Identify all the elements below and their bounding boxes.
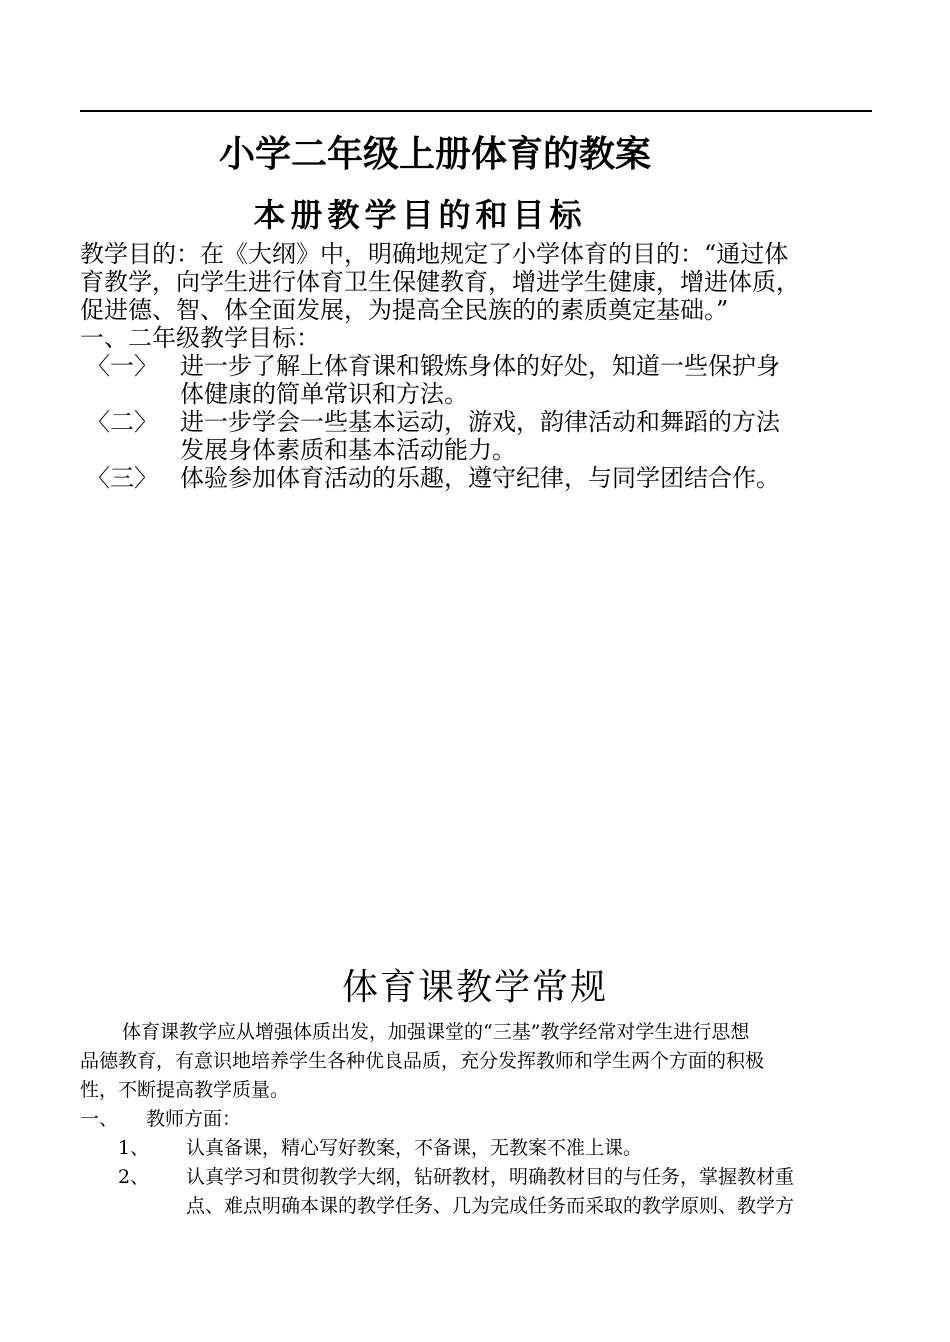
goal-text: 体验参加体育活动的乐趣，遵守纪律，与同学团结合作。 bbox=[180, 464, 780, 492]
goal-number: 〈三〉 bbox=[86, 464, 158, 492]
goals-heading: 一、二年级教学目标： bbox=[80, 324, 320, 352]
goal-text: 体健康的简单常识和方法。 bbox=[180, 380, 468, 408]
header-rule bbox=[80, 110, 872, 112]
goal-item-continued bbox=[80, 436, 880, 464]
document-title: 小学二年级上册体育的教案 bbox=[218, 134, 651, 175]
rule-item-continued bbox=[80, 1192, 880, 1221]
goal-item bbox=[80, 464, 880, 492]
purpose-line: 促进德、智、体全面发展，为提高全民族的的素质奠定基础。” bbox=[80, 296, 729, 324]
rule-text: 点、难点明确本课的教学任务、几为完成任务而采取的教学原则、教学方 bbox=[186, 1195, 795, 1217]
goal-text: 进一步学会一些基本运动，游戏，韵律活动和舞蹈的方法 bbox=[180, 408, 780, 436]
intro-line: 体育课教学应从增强体质出发，加强课堂的“三基”教学经常对学生进行思想 bbox=[122, 1021, 750, 1043]
purpose-line: 育教学，向学生进行体育卫生保健教育，增进学生健康，增进体质， bbox=[80, 268, 800, 296]
goal-text: 进一步了解上体育课和锻炼身体的好处，知道一些保护身 bbox=[180, 352, 780, 380]
intro-line: 性，不断提高教学质量。 bbox=[80, 1079, 290, 1101]
goal-item bbox=[80, 408, 880, 436]
rule-number: 1、 bbox=[118, 1137, 150, 1159]
intro-line: 品德教育，有意识地培养学生各种优良品质，充分发挥教师和学生两个方面的积极 bbox=[80, 1050, 765, 1072]
rule-item bbox=[80, 1163, 880, 1192]
part-number: 一、 bbox=[80, 1108, 119, 1130]
document-subtitle: 本册教学目的和目标 bbox=[253, 196, 587, 234]
routine-section bbox=[80, 1018, 880, 1221]
rule-text: 认真学习和贯彻教学大纲，钻研教材，明确教材目的与任务，掌握教材重 bbox=[186, 1166, 795, 1188]
part-label: 教师方面： bbox=[146, 1108, 242, 1130]
goal-item-continued bbox=[80, 380, 880, 408]
goal-item bbox=[80, 352, 880, 380]
rule-number: 2、 bbox=[118, 1166, 150, 1188]
section-title: 体育课教学常规 bbox=[341, 967, 608, 1008]
goal-text: 发展身体素质和基本活动能力。 bbox=[180, 436, 516, 464]
rule-item bbox=[80, 1134, 880, 1163]
objectives-section bbox=[80, 240, 880, 492]
rule-text: 认真备课，精心写好教案，不备课，无教案不准上课。 bbox=[186, 1137, 643, 1159]
purpose-line: 教学目的：在《大纲》中，明确地规定了小学体育的目的：“通过体 bbox=[80, 240, 789, 268]
goal-number: 〈二〉 bbox=[86, 408, 158, 436]
part-heading bbox=[80, 1105, 880, 1134]
goal-number: 〈一〉 bbox=[86, 352, 158, 380]
